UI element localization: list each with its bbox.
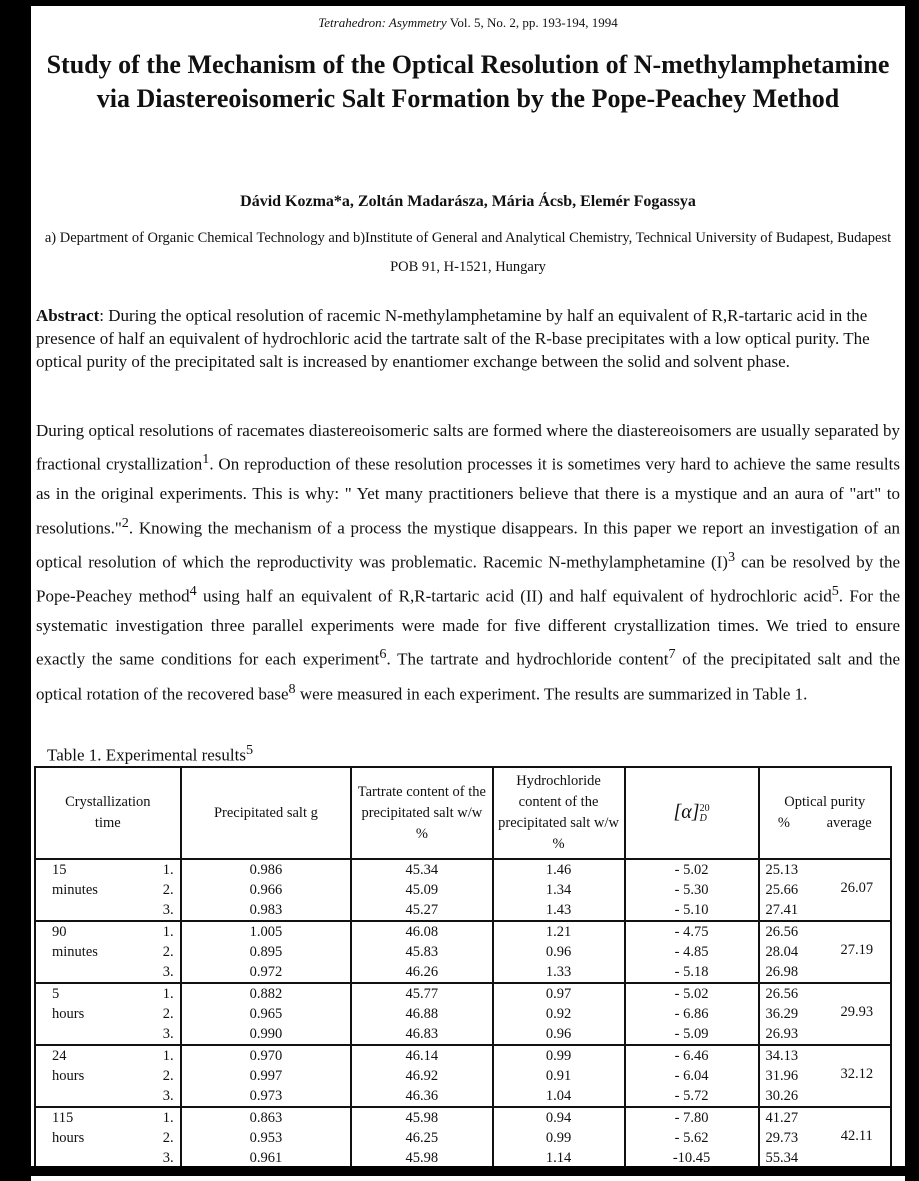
header-purity-average: average <box>826 815 872 831</box>
body-text-part: of the precipitated salt and the optical rotation of the recovered base <box>36 650 900 704</box>
cell-tartrate: 45.34 <box>405 862 439 878</box>
cell-salt: 0.983 <box>249 902 283 918</box>
cell-alpha: - 5.10 <box>674 902 709 918</box>
header-hydrochloride-content: Hydrochloride content of the precipitated salt w/w % <box>493 767 625 859</box>
cell-alpha: - 6.86 <box>674 1006 709 1022</box>
cell-purity: 29.73 <box>765 1130 799 1146</box>
table-caption <box>47 742 253 766</box>
cell-time <box>52 962 140 982</box>
cell-tartrate: 46.83 <box>405 1026 439 1042</box>
cell-hcl: 1.04 <box>545 1088 572 1104</box>
cell-purity-group <box>759 921 891 983</box>
cell-purity: 26.56 <box>765 924 799 940</box>
cell-hcl: 0.99 <box>545 1130 572 1146</box>
cell-time: minutes <box>52 944 98 960</box>
cell-salt-group <box>181 921 352 983</box>
cell-time-group <box>35 1045 181 1107</box>
cell-run: 3. <box>162 1088 174 1104</box>
body-text-part: . On reproduction of these resolution processes it is sometimes very hard to achieve the same results as in the original experiments. This is why: " Yet many practitioners believe that there is a mystique and an aura of "art" to resolutions." <box>36 455 900 538</box>
cell-tartrate: 46.36 <box>405 1088 439 1104</box>
cell-tartrate: 45.27 <box>405 902 439 918</box>
cell-time-group <box>35 983 181 1045</box>
paper-title: Study of the Mechanism of the Optical Resolution of N-methylamphetamine via Diastereoisomeric Salt Formation by the Pope-Peachey Method <box>46 50 890 113</box>
cell-purity: 55.34 <box>765 1150 799 1166</box>
cell-time <box>52 1024 140 1044</box>
body-text-part: can be resolved by the Pope-Peachey method <box>36 552 901 606</box>
cell-hcl: 0.96 <box>545 944 572 960</box>
cell-purity: 34.13 <box>765 1048 799 1064</box>
cell-salt-group <box>181 859 352 921</box>
body-text-part: . Knowing the mechanism of a process the mystique disappears. In this paper we report an investigation of an optical resolution of which the reproductivity was problematic. Racemic N-methylamphetamine (I) <box>36 518 900 572</box>
abstract-text: : During the optical resolution of racemic N-methylamphetamine by half an equivalent of R,R-tartaric acid in the presence of half an equivalent of hydrochloric acid the tartrate salt of the R-base precipitates with a low optical purity. The optical purity of the precipitated salt is increased by enantiomer exchange between the solid and solvent phase. <box>36 306 870 371</box>
cell-alpha-group <box>625 983 759 1045</box>
table-row <box>35 1107 891 1166</box>
cell-salt: 0.965 <box>249 1006 283 1022</box>
body-text-part: using half an equivalent of R,R-tartaric acid (II) and half equivalent of hydrochloric acid <box>196 586 832 606</box>
cell-purity: 31.96 <box>765 1068 799 1084</box>
cell-tartrate-group <box>351 859 492 921</box>
cell-run: 1. <box>162 1110 174 1126</box>
cell-purity-group <box>759 859 891 921</box>
cell-purity: 26.93 <box>765 1026 799 1042</box>
cell-hcl-group <box>493 1107 625 1166</box>
cell-alpha: - 5.09 <box>674 1026 709 1042</box>
reference-mark: 2 <box>121 514 129 531</box>
header-crystallization-time: Crystallization time <box>35 767 181 859</box>
cell-time: 24 <box>52 1048 67 1064</box>
cell-time: hours <box>52 1006 85 1022</box>
cell-time <box>52 1086 140 1106</box>
cell-tartrate: 46.14 <box>405 1048 439 1064</box>
cell-average: 26.07 <box>840 880 874 896</box>
page-bottom-strip <box>31 1176 905 1181</box>
alpha-temperature: 20 <box>699 803 710 815</box>
cell-tartrate-group <box>351 983 492 1045</box>
table-row <box>35 921 891 983</box>
cell-alpha: - 4.75 <box>674 924 709 940</box>
cell-time: 15 <box>52 862 67 878</box>
cell-tartrate-group <box>351 1107 492 1166</box>
table-caption-text: Table 1. Experimental results <box>47 745 246 765</box>
paper-page <box>31 6 905 1166</box>
reference-mark: 1 <box>202 451 210 468</box>
cell-hcl: 0.99 <box>545 1048 572 1064</box>
cell-hcl: 1.43 <box>545 902 572 918</box>
cell-salt: 0.997 <box>249 1068 283 1084</box>
cell-time: hours <box>52 1068 85 1084</box>
header-purity-percent: % <box>777 815 790 831</box>
cell-run: 3. <box>162 902 174 918</box>
cell-hcl-group <box>493 921 625 983</box>
cell-salt-group <box>181 1045 352 1107</box>
cell-purity: 41.27 <box>765 1110 799 1126</box>
table-row <box>35 983 891 1045</box>
body-text-part: . For the systematic investigation three parallel experiments were made for five different crystallization times. We tried to ensure exactly the same conditions for each experiment <box>36 586 900 670</box>
table-body <box>35 859 891 1166</box>
body-text-part: . The tartrate and hydrochloride content <box>386 650 669 670</box>
cell-alpha: - 5.62 <box>674 1130 709 1146</box>
cell-average: 32.12 <box>840 1066 874 1082</box>
cell-time: 90 <box>52 924 67 940</box>
cell-salt: 0.895 <box>249 944 283 960</box>
cell-salt: 0.973 <box>249 1088 283 1104</box>
cell-purity: 25.13 <box>765 862 799 878</box>
cell-purity: 27.41 <box>765 902 799 918</box>
cell-tartrate: 46.88 <box>405 1006 439 1022</box>
cell-hcl: 0.91 <box>545 1068 572 1084</box>
alpha-symbol: [α] <box>673 800 700 823</box>
cell-salt-group <box>181 1107 352 1166</box>
cell-salt: 0.990 <box>249 1026 283 1042</box>
abstract-label: Abstract <box>36 306 100 325</box>
cell-tartrate: 45.83 <box>405 944 439 960</box>
cell-time <box>52 900 140 920</box>
cell-salt: 0.882 <box>249 986 283 1002</box>
cell-purity: 25.66 <box>765 882 799 898</box>
results-table <box>34 766 892 1166</box>
header-optical-purity-title: Optical purity <box>784 794 866 810</box>
reference-mark: 5 <box>831 583 839 599</box>
cell-alpha: - 5.30 <box>674 882 709 898</box>
alpha-d-line: D <box>699 813 707 825</box>
header-tartrate-content: Tartrate content of the precipitated salt w/w % <box>351 767 492 859</box>
cell-purity-group <box>759 1107 891 1166</box>
cell-purity-group <box>759 1045 891 1107</box>
cell-alpha: -10.45 <box>672 1150 711 1166</box>
cell-alpha: - 5.18 <box>674 964 709 980</box>
cell-run: 2. <box>162 1006 174 1022</box>
reference-mark: 3 <box>727 548 736 565</box>
cell-tartrate: 46.92 <box>405 1068 439 1084</box>
cell-run: 1. <box>162 1048 174 1064</box>
cell-salt: 0.972 <box>249 964 283 980</box>
cell-run: 1. <box>162 924 174 940</box>
cell-alpha: - 7.80 <box>674 1110 709 1126</box>
cell-hcl: 0.92 <box>545 1006 572 1022</box>
cell-purity: 28.04 <box>765 944 799 960</box>
cell-alpha: - 5.02 <box>674 986 709 1002</box>
journal-citation: Vol. 5, No. 2, pp. 193-194, 1994 <box>449 15 618 30</box>
reference-mark: 8 <box>288 680 296 697</box>
cell-tartrate: 45.98 <box>405 1110 439 1126</box>
reference-mark: 5 <box>245 742 254 758</box>
affiliation: a) Department of Organic Chemical Technology and b)Institute of General and Analytical Chemistry, Technical University of Budapest, Budapest POB 91, H-1521, Hungary <box>44 230 892 275</box>
cell-purity: 26.56 <box>765 986 799 1002</box>
cell-alpha: - 6.46 <box>674 1048 709 1064</box>
cell-salt: 0.966 <box>249 882 283 898</box>
cell-time: hours <box>52 1130 85 1146</box>
cell-hcl: 1.34 <box>545 882 572 898</box>
cell-salt: 0.953 <box>249 1130 283 1146</box>
cell-alpha-group <box>625 1107 759 1166</box>
table-header-row <box>35 767 891 859</box>
journal-header <box>31 15 905 31</box>
cell-tartrate: 46.26 <box>405 964 439 980</box>
header-optical-rotation <box>625 767 759 859</box>
header-optical-purity <box>759 767 891 859</box>
cell-run: 1. <box>162 986 174 1002</box>
cell-time: minutes <box>52 882 98 898</box>
table-row <box>35 1045 891 1107</box>
cell-alpha-group <box>625 921 759 983</box>
cell-run: 2. <box>162 1068 174 1084</box>
cell-alpha: - 6.04 <box>674 1068 709 1084</box>
header-precipitated-salt: Precipitated salt g <box>181 767 352 859</box>
cell-alpha: - 5.02 <box>674 862 709 878</box>
cell-average: 29.93 <box>840 1004 874 1020</box>
cell-hcl-group <box>493 859 625 921</box>
cell-run: 2. <box>162 944 174 960</box>
cell-time <box>52 1148 140 1166</box>
cell-tartrate-group <box>351 921 492 983</box>
cell-run: 3. <box>162 964 174 980</box>
abstract <box>36 304 900 373</box>
body-text-part: During optical resolutions of racemates diastereoisomeric salts are formed where the diastereoisomers are usually separated by fractional crystallization <box>36 421 900 475</box>
cell-purity: 30.26 <box>765 1088 799 1104</box>
cell-salt: 0.970 <box>249 1048 283 1064</box>
cell-salt-group <box>181 983 352 1045</box>
cell-hcl: 0.96 <box>545 1026 572 1042</box>
cell-time: 5 <box>52 986 60 1002</box>
cell-purity: 36.29 <box>765 1006 799 1022</box>
cell-hcl: 1.46 <box>545 862 572 878</box>
cell-hcl: 1.14 <box>545 1150 572 1166</box>
cell-tartrate: 45.09 <box>405 882 439 898</box>
cell-hcl-group <box>493 1045 625 1107</box>
cell-time: 115 <box>52 1110 74 1126</box>
body-paragraph <box>36 416 900 709</box>
cell-salt: 0.863 <box>249 1110 283 1126</box>
cell-salt: 1.005 <box>249 924 283 940</box>
cell-tartrate: 45.98 <box>405 1150 439 1166</box>
cell-time-group <box>35 1107 181 1166</box>
cell-average: 42.11 <box>840 1128 873 1144</box>
cell-alpha-group <box>625 859 759 921</box>
cell-tartrate: 45.77 <box>405 986 439 1002</box>
cell-alpha: - 4.85 <box>674 944 709 960</box>
cell-tartrate: 46.25 <box>405 1130 439 1146</box>
body-text-part: were measured in each experiment. The results are summarized in Table 1. <box>295 684 808 704</box>
cell-tartrate-group <box>351 1045 492 1107</box>
cell-purity-group <box>759 983 891 1045</box>
cell-run: 3. <box>162 1150 174 1166</box>
reference-mark: 7 <box>668 646 676 663</box>
cell-hcl: 1.21 <box>545 924 572 940</box>
author-list: Dávid Kozma*a, Zoltán Madarásza, Mária Ácsb, Elemér Fogassya <box>240 193 696 210</box>
cell-alpha-group <box>625 1045 759 1107</box>
cell-hcl: 0.97 <box>545 986 572 1002</box>
cell-time-group <box>35 921 181 983</box>
cell-hcl-group <box>493 983 625 1045</box>
cell-tartrate: 46.08 <box>405 924 439 940</box>
cell-hcl: 1.33 <box>545 964 572 980</box>
cell-run: 1. <box>162 862 174 878</box>
cell-salt: 0.961 <box>249 1150 283 1166</box>
cell-run: 3. <box>162 1026 174 1042</box>
cell-average: 27.19 <box>840 942 874 958</box>
cell-run: 2. <box>162 882 174 898</box>
cell-purity: 26.98 <box>765 964 799 980</box>
journal-name: Tetrahedron: Asymmetry <box>318 15 447 30</box>
reference-mark: 4 <box>189 583 197 599</box>
table-row <box>35 859 891 921</box>
cell-alpha: - 5.72 <box>674 1088 709 1104</box>
cell-salt: 0.986 <box>249 862 283 878</box>
cell-run: 2. <box>162 1130 174 1146</box>
cell-hcl: 0.94 <box>545 1110 572 1126</box>
cell-time-group <box>35 859 181 921</box>
reference-mark: 6 <box>379 646 387 663</box>
